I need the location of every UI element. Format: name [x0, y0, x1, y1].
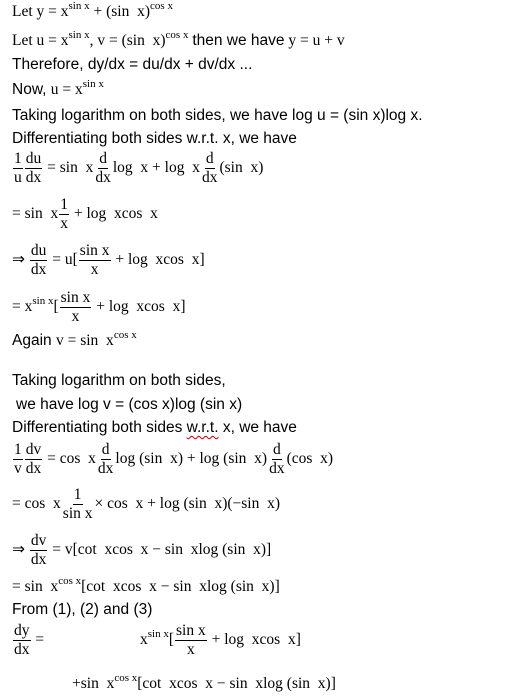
line-8: = sin x $\frac{1}{x}$ + log xcos x	[12, 196, 158, 232]
frac-1-over-x: $\frac{1}{x}$	[60, 196, 68, 232]
text-x-we-have: x, we have	[222, 130, 297, 147]
text-wrt: w.r.t.	[186, 130, 219, 147]
frac-dv-dx: $\frac{dv}{dx}$	[30, 532, 47, 568]
exp-sinx: sin x	[68, 29, 90, 41]
frac-d-dx: $\frac{d}{dx}$	[269, 441, 285, 477]
exp-cosx: cos x	[114, 672, 138, 684]
line-21: +sin $x^{cos x}[\cot$ xcos x − sin xlog (sin x)]	[72, 672, 336, 692]
text-differentiating: Differentiating both sides	[12, 419, 183, 436]
frac-1-over-sinx: $\frac{1}{\text{sin x}}$	[62, 486, 93, 522]
frac-d-dx: $\frac{d}{dx}$	[95, 150, 111, 186]
exp-cosx: cos x	[58, 575, 82, 587]
exp-sinx: sin x	[147, 628, 169, 641]
text-then-we-have: then we have	[192, 32, 285, 49]
line-10: = $x^{sin x}$[ $\frac{\text{sin x}}{x}$ + log xcos x]	[12, 289, 186, 325]
frac-sinx-over-x: $\frac{\text{sin x}}{x}$	[176, 622, 206, 658]
implies-symbol: ⇒	[12, 541, 25, 559]
frac-d-dx: $\frac{d}{dx}$	[201, 150, 218, 186]
line-14	[12, 418, 297, 438]
line-6	[12, 129, 297, 149]
frac-1-over-u: $\frac{1}{u}$	[14, 150, 22, 186]
implies-symbol: ⇒	[12, 251, 25, 269]
line-11: Again $v = \sin x^{cos x}$	[12, 329, 137, 349]
line-17: ⇒ $\frac{dv}{dx}$ = v[cot xcos x − sin xlog (sin x)]	[12, 532, 272, 568]
exp-cosx: cos x	[113, 329, 137, 341]
line-13: we have log v = (cos x)log (sin x)	[16, 396, 243, 413]
word-let: Let	[12, 3, 33, 20]
frac-sinx-over-x: $\frac{\text{sin x}}{x}$	[60, 289, 91, 325]
text-sum-derivative: dy/dx = du/dx + dv/dx ...	[87, 56, 253, 73]
exp-cosx: cos x	[150, 0, 173, 12]
line-4: Now, $u = x^{sin x}$	[12, 78, 104, 98]
frac-d-dx: $\frac{d}{dx}$	[97, 441, 114, 477]
line-16: = cos x $\frac{1}{\text{sin x}}$ × cos x + log (sin x)(−sin x)	[12, 486, 281, 522]
line-3	[12, 55, 252, 75]
line-20-rhs: $x^{sin x}$[ $\frac{\text{sin x}}{x}$ + log xcos x]	[140, 622, 301, 658]
line-2: Let $u = x^{sin x}$, v = (sin x)$^{cos x}$ then we have y = u + v	[12, 29, 345, 49]
line-9: ⇒ $\frac{du}{dx}$ = u[ $\frac{\text{sin x}}{x}$ + log xcos x]	[12, 242, 205, 278]
line-5: Taking logarithm on both sides, we have log u = (sin x)log x.	[12, 107, 423, 124]
line-7: $\frac{1}{u}$ $\frac{du}{dx}$ = sin x $\frac{d}{dx}$ log x + log x $\frac{d}{dx}$ (sin x)	[14, 150, 264, 186]
frac-du-dx: $\frac{du}{dx}$	[30, 242, 47, 278]
text-wrt-spellcheck: w.r.t.	[186, 419, 219, 436]
exp-sinx: sin x	[32, 295, 54, 308]
frac-dv-dx: $\frac{dv}{dx}$	[25, 441, 42, 477]
line-1: Let $y = x^{sin x} + (\sin$ x)$^{cos x}$	[12, 0, 173, 20]
line-19: From (1), (2) and (3)	[12, 601, 153, 618]
exp-sinx: sin x	[68, 0, 90, 12]
line-18: = $\sin x^{cos x}[\cot$ xcos x − sin xlog (sin x)]	[12, 575, 280, 595]
exp-cosx: cos x	[165, 29, 189, 41]
frac-dy-dx: $\frac{dy}{dx}$	[14, 622, 30, 658]
line-12: Taking logarithm on both sides,	[12, 372, 226, 389]
frac-1-over-v: $\frac{1}{v}$	[14, 441, 22, 477]
frac-du-dx: $\frac{du}{dx}$	[25, 150, 42, 186]
exp-sinx: sin x	[82, 78, 104, 90]
line-15: $\frac{1}{v}$ $\frac{dv}{dx}$ = cos x $\frac{d}{dx}$ log (sin x) + log (sin x) $\frac{d}{dx}$ (cos x)	[14, 441, 334, 477]
text-x-we-have: x, we have	[222, 419, 297, 436]
text-again: Again	[12, 332, 52, 349]
line-20: $\frac{dy}{dx}$ =	[14, 622, 45, 658]
text-differentiating: Differentiating both sides	[12, 130, 183, 147]
text-now: Now,	[12, 81, 47, 98]
text-therefore: Therefore,	[12, 56, 84, 73]
frac-sinx-over-x: $\frac{\text{sin x}}{x}$	[79, 242, 110, 278]
